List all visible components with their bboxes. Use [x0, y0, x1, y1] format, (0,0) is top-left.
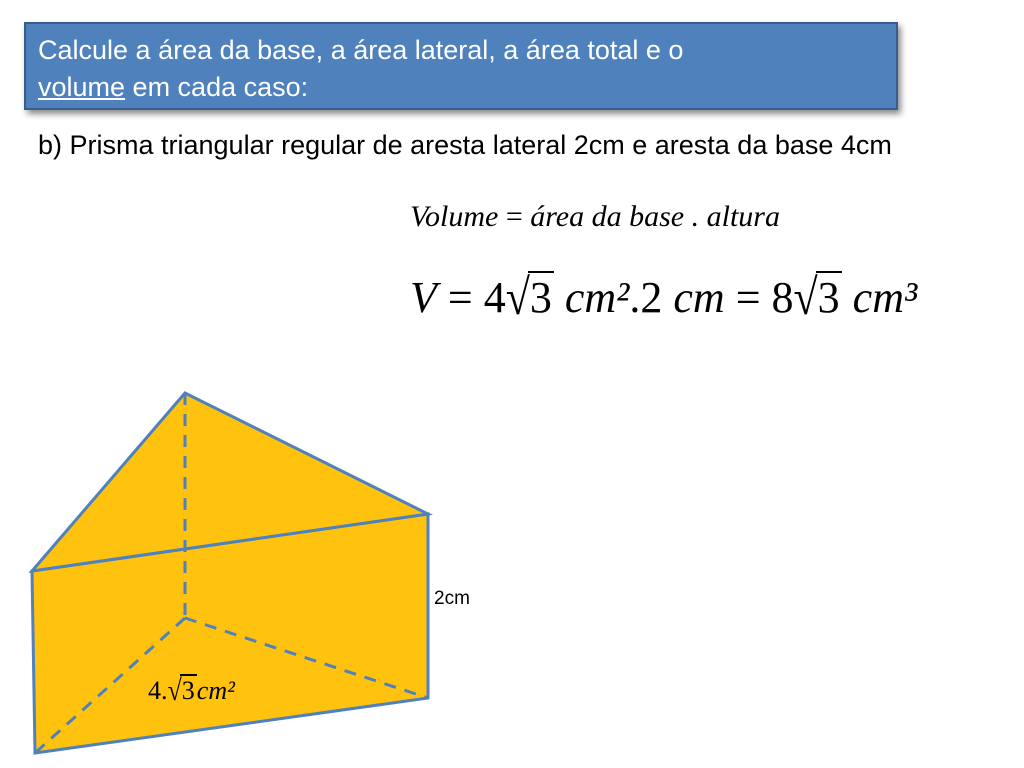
title-line-1: Calcule a área da base, a área lateral, a área total e o	[38, 35, 684, 65]
sqrt-1-radicand: 3	[529, 273, 552, 322]
formula-rhs: área da base . altura	[530, 200, 780, 233]
formula-equals: =	[505, 200, 523, 233]
title-line-2-rest: em cada caso:	[125, 72, 309, 102]
calc-dot: .	[629, 273, 641, 322]
calc-equals-2: =	[735, 273, 761, 322]
title-underlined-word: volume	[38, 72, 126, 102]
calc-equals-1: =	[447, 273, 473, 322]
base-sqrt-radicand: 3	[181, 676, 195, 705]
calc-unit-3: cm³	[852, 273, 918, 322]
height-label: 2cm	[434, 588, 470, 609]
sqrt-1: √3	[505, 269, 552, 326]
base-unit: cm²	[196, 676, 235, 705]
problem-statement: b) Prisma triangular regular de aresta lateral 2cm e aresta da base 4cm	[38, 130, 892, 160]
base-area-label	[148, 673, 235, 708]
calc-coef-2: 2	[640, 273, 663, 322]
calc-unit-1: cm²	[564, 273, 630, 322]
sqrt-2-radicand: 3	[817, 273, 840, 322]
base-sqrt: √3	[167, 673, 195, 708]
calc-unit-2: cm	[673, 273, 725, 322]
base-coef: 4.	[148, 676, 168, 705]
sqrt-2: √3	[793, 269, 840, 326]
formula-lhs: Volume	[410, 200, 499, 233]
calc-coef-3: 8	[771, 273, 794, 322]
calc-coef-1: 4	[483, 273, 506, 322]
calc-v: V	[410, 273, 437, 322]
